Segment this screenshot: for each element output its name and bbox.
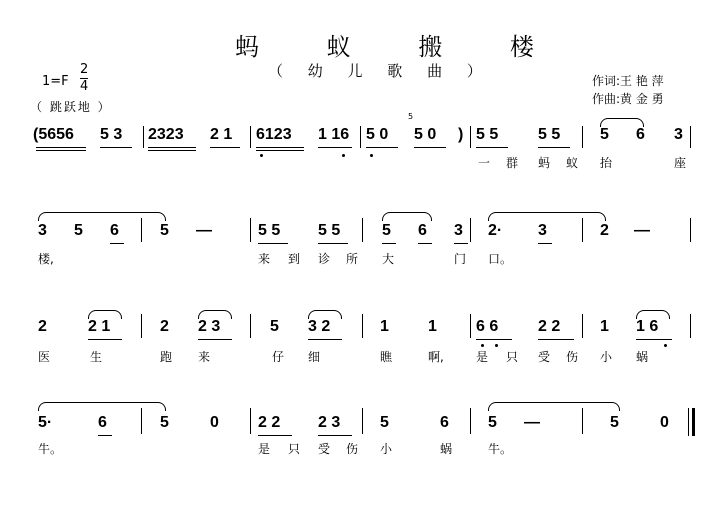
lyric: 瞧 — [380, 350, 393, 364]
beam — [636, 339, 672, 340]
note: 2 1 — [210, 126, 233, 143]
tie — [382, 212, 432, 221]
page-title: 蚂 蚁 搬 楼 — [235, 33, 564, 61]
note: 3 — [538, 222, 547, 239]
barline — [362, 314, 363, 338]
barline — [582, 218, 583, 242]
lyric: 诊 — [318, 252, 331, 266]
note: (5656 — [33, 126, 74, 143]
time-sig-top: 2 — [80, 62, 89, 77]
lyric: 只 — [506, 350, 519, 364]
lyric: 抬 — [600, 156, 613, 170]
note: 6123 — [256, 126, 292, 143]
final-barline-thick — [692, 408, 695, 436]
composer: 作曲:黄 金 勇 — [592, 92, 664, 106]
barline — [250, 314, 251, 338]
note: 5 — [600, 126, 609, 143]
beam — [258, 243, 288, 244]
lyric: 跑 — [160, 350, 173, 364]
beam — [418, 243, 432, 244]
beam — [210, 147, 240, 148]
note: 0 — [660, 414, 669, 431]
lyric: 是 — [258, 442, 271, 456]
beam — [36, 150, 86, 151]
beam — [98, 435, 112, 436]
barline — [582, 408, 583, 434]
beam — [148, 150, 196, 151]
barline — [250, 218, 251, 242]
barline — [470, 218, 471, 242]
lyric: 受 — [538, 350, 551, 364]
staff-system-3 — [0, 308, 726, 398]
beam — [476, 147, 508, 148]
lyric: 小 — [380, 442, 393, 456]
lyric: 一 — [478, 156, 491, 170]
lyric: 大 — [382, 252, 395, 266]
beam — [110, 243, 124, 244]
lyric: 楼, — [38, 252, 54, 266]
lyric: 啊, — [428, 350, 444, 364]
octave-dot — [481, 344, 484, 347]
note: 1 — [380, 318, 389, 335]
note: 2 2 — [258, 414, 281, 431]
lyric: 牛。 — [38, 442, 63, 456]
lyric: 来 — [258, 252, 271, 266]
note: 6 6 — [476, 318, 499, 335]
note: 6 — [110, 222, 119, 239]
note: 2· — [488, 222, 503, 239]
tie — [38, 212, 166, 221]
note: 1 16 — [318, 126, 350, 143]
beam — [256, 147, 304, 148]
lyric: 门 — [454, 252, 467, 266]
tie — [488, 212, 606, 221]
octave-dot — [664, 344, 667, 347]
barline — [143, 126, 144, 148]
barline — [690, 218, 691, 242]
note: 1 6 — [636, 318, 659, 335]
barline — [362, 408, 363, 434]
beam — [318, 243, 348, 244]
lyricist: 作词:王 艳 萍 — [592, 74, 664, 88]
beam — [366, 147, 398, 148]
note: 2 3 — [318, 414, 341, 431]
tie — [38, 402, 166, 411]
time-signature — [80, 62, 88, 95]
note: 5 — [160, 222, 169, 239]
lyric: 只 — [288, 442, 301, 456]
barline — [141, 218, 142, 242]
key-signature: 1=F — [42, 74, 69, 89]
lyric: 仔 — [272, 350, 285, 364]
beam — [198, 339, 232, 340]
barline — [690, 126, 691, 148]
staff-system-4 — [0, 400, 726, 490]
note: 5 3 — [100, 126, 123, 143]
note: 2323 — [148, 126, 184, 143]
note: 5 — [270, 318, 279, 335]
barline — [690, 314, 691, 338]
lyric: 口。 — [488, 252, 513, 266]
tie — [488, 402, 620, 411]
lyric: 所 — [346, 252, 359, 266]
barline — [360, 126, 361, 148]
beam — [538, 339, 574, 340]
beam — [476, 339, 512, 340]
note: 6 — [636, 126, 645, 143]
note: 5 0 — [414, 126, 437, 143]
lyric: 生 — [90, 350, 103, 364]
note: 0 — [210, 414, 219, 431]
barline — [470, 126, 471, 148]
final-barline-thin — [688, 408, 689, 436]
note: 5 — [74, 222, 83, 239]
note: 2 — [38, 318, 47, 335]
note: — — [524, 414, 540, 431]
note: 1 — [428, 318, 437, 335]
subtitle: （ 幼 儿 歌 曲 ） — [268, 62, 492, 80]
barline — [250, 126, 251, 148]
lyric: 牛。 — [488, 442, 513, 456]
octave-dot — [495, 344, 498, 347]
beam — [258, 435, 292, 436]
beam — [36, 147, 86, 148]
barline — [362, 218, 363, 242]
note: 5 5 — [538, 126, 561, 143]
barline — [582, 314, 583, 338]
note: 5 5 — [318, 222, 341, 239]
beam — [454, 243, 468, 244]
barline — [250, 408, 251, 434]
note: — — [196, 222, 212, 239]
note: 5 5 — [476, 126, 499, 143]
note: 2 3 — [198, 318, 221, 335]
time-sig-bottom: 4 — [80, 79, 89, 94]
staff-system-1 — [0, 112, 726, 208]
lyric: 小 — [600, 350, 613, 364]
octave-dot — [260, 154, 263, 157]
lyric: 医 — [38, 350, 51, 364]
lyric: 到 — [288, 252, 301, 266]
lyric: 伤 — [346, 442, 359, 456]
barline — [470, 314, 471, 338]
beam — [318, 435, 352, 436]
lyric: 座 — [674, 156, 687, 170]
lyric: 是 — [476, 350, 489, 364]
note: 2 1 — [88, 318, 111, 335]
note: 6 — [418, 222, 427, 239]
beam — [88, 339, 122, 340]
staff-system-2 — [0, 212, 726, 302]
note: 3 — [38, 222, 47, 239]
beam — [414, 147, 446, 148]
barline — [582, 126, 583, 148]
barline — [141, 314, 142, 338]
note: 2 2 — [538, 318, 561, 335]
note: 6 — [98, 414, 107, 431]
note: 2 — [160, 318, 169, 335]
barline — [141, 408, 142, 434]
lyric: 细 — [308, 350, 321, 364]
beam — [538, 243, 552, 244]
beam — [308, 339, 342, 340]
lyric: 伤 — [566, 350, 579, 364]
lyric: 蜗 — [440, 442, 453, 456]
lyric: 蜗 — [636, 350, 649, 364]
beam — [318, 147, 352, 148]
note: 5· — [38, 414, 53, 431]
octave-dot — [370, 154, 373, 157]
octave-dot — [342, 154, 345, 157]
note: 3 — [454, 222, 463, 239]
note: 5 — [382, 222, 391, 239]
note: 5 — [380, 414, 389, 431]
beam — [100, 147, 132, 148]
note: 3 2 — [308, 318, 331, 335]
tie — [600, 118, 644, 127]
note: 3 — [674, 126, 683, 143]
note: 5 0 — [366, 126, 389, 143]
note: 2 — [600, 222, 609, 239]
beam — [538, 147, 570, 148]
note: 1 — [600, 318, 609, 335]
lyric: 来 — [198, 350, 211, 364]
note: 5 — [488, 414, 497, 431]
barline — [470, 408, 471, 434]
grace-note: 5 — [408, 112, 414, 121]
beam — [256, 150, 304, 151]
note: — — [634, 222, 650, 239]
note: 5 — [610, 414, 619, 431]
note: 5 5 — [258, 222, 281, 239]
note: ) — [458, 126, 464, 143]
lyric: 受 — [318, 442, 331, 456]
note: 5 — [160, 414, 169, 431]
lyric: 蚁 — [566, 156, 579, 170]
beam — [148, 147, 196, 148]
lyric: 蚂 — [538, 156, 551, 170]
beam — [382, 243, 396, 244]
lyric: 群 — [506, 156, 519, 170]
tempo-marking: （ 跳跃地 ） — [30, 100, 112, 114]
note: 6 — [440, 414, 449, 431]
